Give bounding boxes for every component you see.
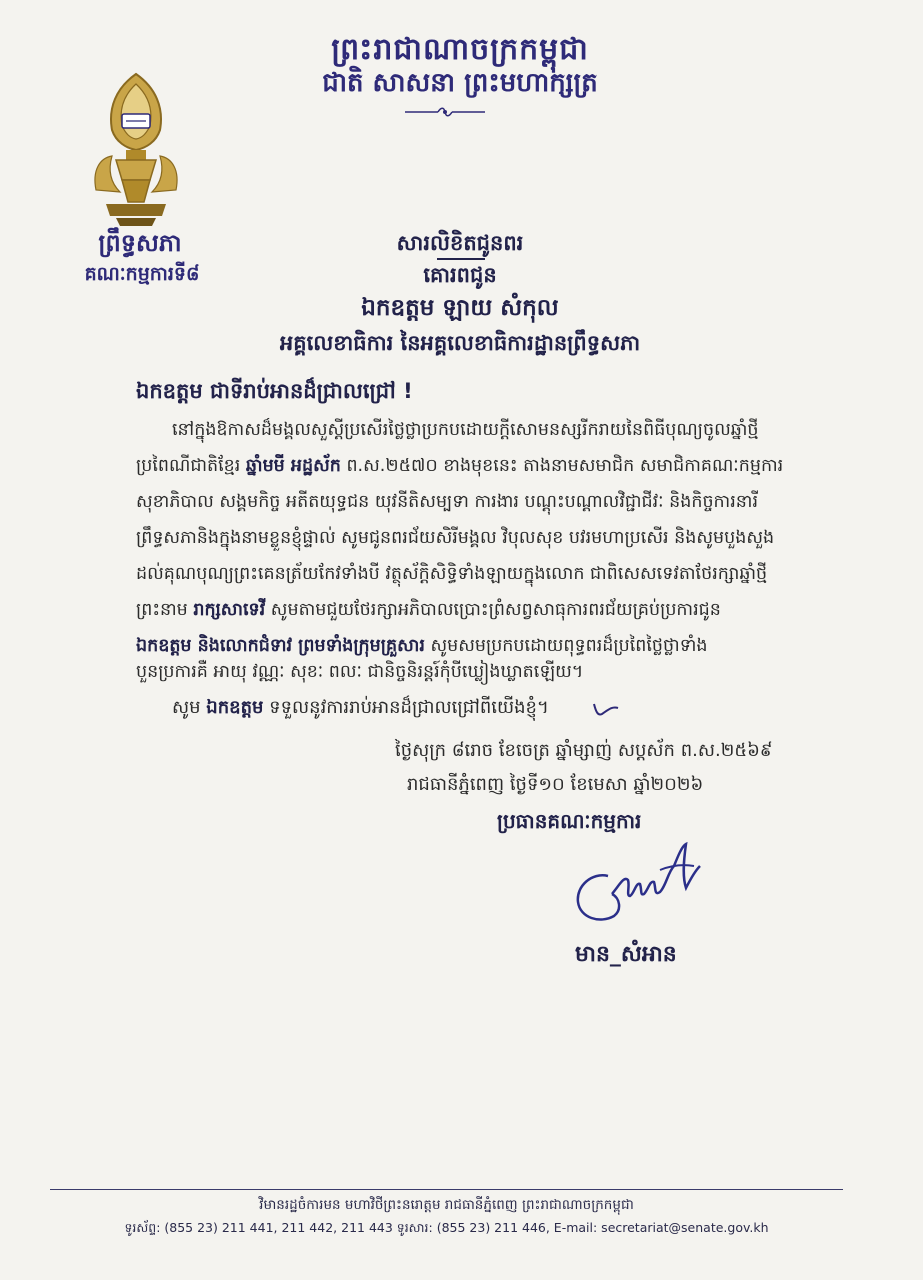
- solar-date: រាជធានីភ្នំពេញ ថ្ងៃទី១០ ខែមេសា ឆ្នាំ២០២៦: [407, 774, 704, 795]
- flourish-divider-icon: [400, 104, 490, 120]
- body-line: សុខាភិបាល សង្គមកិច្ច អតីតយុទ្ធជន យុវនីតិសម្បទា ការងារ បណ្តុះបណ្តាលវិជ្ជាជីវៈ និងកិច្ចការនារី: [136, 492, 758, 512]
- letter-title: សារលិខិតជូនពរ: [396, 231, 524, 255]
- handwritten-mark-icon: [590, 698, 620, 720]
- body-line: ប្រពៃណីជាតិខ្មែរ ឆ្នាំមមី អដ្ឋស័ក ព.ស.២៥៧០ ខាងមុខនេះ តាងនាមសមាជិក សមាជិកាគណៈកម្មការ: [136, 456, 784, 476]
- lunar-date: ថ្ងៃសុក្រ ៨រោច ខែចេត្រ ឆ្នាំម្សាញ់ សប្តស័ក ព.ស.២៥៦៩: [395, 740, 773, 761]
- title-underline: [437, 258, 485, 260]
- body-line: ព្រះនាម រាក្សសាទេវី សូមតាមជួយថែរក្សាអភិបាលប្រោះព្រំសព្វសាធុការពរជ័យគ្រប់ប្រការជូន: [136, 600, 721, 620]
- kingdom-heading: ព្រះរាជាណាចក្រកម្ពុជា: [331, 32, 589, 67]
- institution-name: ព្រឹទ្ធសភា: [98, 229, 182, 257]
- addressee-label: គោរពជូន: [423, 263, 497, 287]
- recipient-position: អគ្គលេខាធិការ នៃអគ្គលេខាធិការដ្ឋានព្រឹទ្ធសភា: [279, 331, 641, 355]
- closing-sentence: សូម ឯកឧត្តម ទទួលនូវការរាប់អានដ៏ជ្រាលជ្រៅពីយើងខ្ញុំ។: [172, 697, 549, 718]
- body-line: ព្រឹទ្ធសភានិងក្នុងនាមខ្លួនខ្ញុំផ្ទាល់ សូមជូនពរជ័យសិរីមង្គល វិបុលសុខ បវរមហាប្រសើរ និងសូមបួងសួង: [136, 528, 775, 548]
- footer-address: វិមានរដ្ឋចំការមន មហាវិថីព្រះនរោត្តម រាជធានីភ្នំពេញ ព្រះរាជាណាចក្រកម្ពុជា: [259, 1197, 634, 1213]
- salutation: ឯកឧត្តម ជាទីរាប់អានដ៏ជ្រាលជ្រៅ !: [136, 379, 413, 403]
- signer-title: ប្រធានគណៈកម្មការ: [497, 809, 642, 833]
- senate-emblem-icon: [86, 70, 186, 230]
- body-line: បួនប្រការគឺ អាយុ វណ្ណៈ សុខៈ ពលៈ ជានិច្ចនិរន្តរ៍កុំបីឃ្លៀងឃ្លាតឡើយ។: [136, 662, 584, 682]
- footer-contact: ទូរស័ព្ទ: (855 23) 211 441, 211 442, 211 443 ទូរសារ: (855 23) 211 446, E-mail: secretariat@senate.gov.kh: [124, 1220, 769, 1235]
- signer-name: មាន_សំអាន: [575, 942, 677, 967]
- national-motto: ជាតិ សាសនា ព្រះមហាក្សត្រ: [322, 68, 598, 98]
- body-line: នៅក្នុងឱកាសដ៏មង្គលសួស្តីប្រសើរថ្លៃថ្លាប្រកបដោយក្តីសោមនស្សរីករាយនៃពិធីបុណ្យចូលឆ្នាំថ្មី: [172, 420, 759, 440]
- body-line: ដល់គុណបុណ្យព្រះគេនត្រ័យកែវទាំងបី វត្ថុស័ក្តិសិទ្ធិទាំងឡាយក្នុងលោក ជាពិសេសទេវតាថែរក្សាឆ្នាំថ្មី: [136, 564, 768, 584]
- body-line: ឯកឧត្តម និងលោកជំទាវ ព្រមទាំងក្រុមគ្រួសារ សូមសមប្រកបដោយពុទ្ធពរដ៏ប្រពៃថ្លៃថ្លាទាំង: [136, 636, 708, 656]
- recipient-name: ឯកឧត្តម ឡាយ សំកុល: [361, 295, 559, 321]
- footer-divider: [50, 1189, 843, 1190]
- handwritten-signature-icon: [570, 836, 710, 936]
- commission-name: គណៈកម្មការទី៨: [84, 263, 200, 285]
